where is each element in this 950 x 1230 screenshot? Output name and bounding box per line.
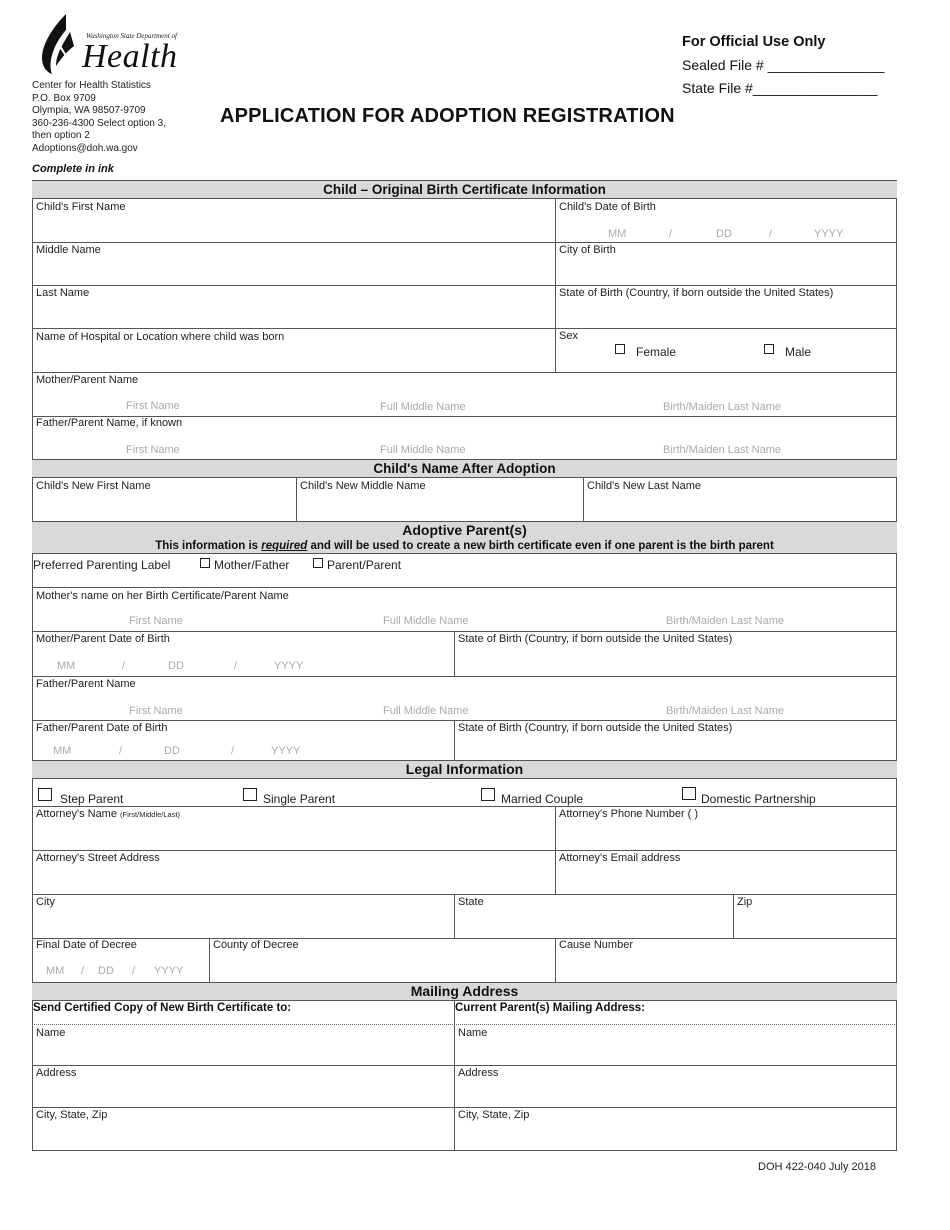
hint-middle-name: Full Middle Name [383,705,469,717]
checkbox-label: Step Parent [60,792,124,806]
field-label: Child's First Name [36,201,126,213]
address-line: then option 2 [32,130,90,141]
section-title: Mailing Address [410,983,519,999]
zip-field[interactable] [734,895,896,938]
hint-middle-name: Full Middle Name [380,401,466,413]
form-title: APPLICATION FOR ADOPTION REGISTRATION [220,105,675,127]
field-label: Final Date of Decree [36,939,137,951]
field-label: Child's New Middle Name [300,480,426,492]
state-of-birth-field[interactable] [556,286,896,328]
hint-slash: / [81,965,85,977]
attorney-email-field[interactable] [556,851,896,894]
married-couple-checkbox[interactable] [481,788,495,801]
section-title: Legal Information [405,761,524,777]
current-city-state-zip-field[interactable] [455,1108,896,1150]
section-adoptive-parents [32,521,897,554]
sex-field [556,329,896,372]
hint-slash: / [769,228,773,240]
section-title: Adoptive Parent(s) [402,522,527,538]
note-text: and will be used to create a new birth certificate even if one parent is the birth parent [307,540,774,552]
logo-tagline: Washington State Department of [86,32,177,40]
field-label: Zip [737,896,753,908]
field-label: Mother's name on her Birth Certificate/Parent Name [36,590,289,602]
parent-parent-checkbox[interactable] [313,558,323,568]
hint-first-name: First Name [129,615,183,627]
field-label: Attorney's Street Address [36,852,160,864]
field-label: Name [36,1027,66,1039]
field-label: Last Name [36,287,90,299]
address-line: 360-236-4300 Select option 3, [32,117,166,129]
field-label: Mother/Parent Name [36,374,139,386]
hint-slash: / [122,660,126,672]
hint-yyyy: YYYY [274,660,304,672]
hint-last-name: Birth/Maiden Last Name [666,705,784,717]
section-title: Child – Original Birth Certificate Information [323,182,606,197]
father-parent-name-field[interactable] [33,417,896,459]
new-last-name-field[interactable] [584,479,896,521]
address-line: Center for Health Statistics [32,80,151,91]
checkbox-label: Domestic Partnership [701,792,816,806]
child-middle-name-field[interactable] [33,243,555,285]
checkbox-label: Single Parent [263,792,336,806]
attorney-name-field[interactable] [33,807,555,850]
hint-yyyy: YYYY [814,228,844,240]
mother-father-checkbox[interactable] [200,558,210,568]
leaf-logo-icon [36,12,88,76]
state-field[interactable] [455,895,733,938]
send-address-field[interactable] [33,1066,454,1107]
send-city-state-zip-field[interactable] [33,1108,454,1150]
field-label: Name [458,1027,488,1039]
hint-yyyy: YYYY [154,965,184,977]
field-label: City of Birth [559,244,616,256]
hint-slash: / [119,745,123,757]
logo-word: Health [82,38,178,75]
hint-mm: MM [608,228,627,240]
hint-middle-name: Full Middle Name [380,444,466,456]
field-label [36,808,180,820]
adoptive-father-state-field[interactable] [455,721,896,760]
section-legal [32,760,897,779]
hint-last-name: Birth/Maiden Last Name [666,615,784,627]
doh-logo [36,12,186,78]
domestic-partnership-checkbox[interactable] [682,787,696,800]
field-label: Name of Hospital or Location where child was born [36,331,285,343]
preferred-parenting-label-row [33,555,896,587]
field-label: State of Birth (Country, if born outside the United States) [458,722,733,734]
field-label: Child's Date of Birth [559,201,656,213]
field-label: Cause Number [559,939,633,951]
official-use-box [682,30,884,100]
hint-slash: / [669,228,673,240]
field-label: Middle Name [36,244,101,256]
attorney-street-field[interactable] [33,851,555,894]
field-label: City, State, Zip [36,1109,108,1121]
hint-dd: DD [164,745,180,757]
note-text: This information is [155,540,262,552]
child-dob-field[interactable] [556,199,896,242]
field-label: Father/Parent Date of Birth [36,722,168,734]
field-label: City [36,896,55,908]
send-name-field[interactable] [33,1025,454,1065]
field-label: Child's New First Name [36,480,151,492]
hint-mm: MM [46,965,65,977]
field-label: Father/Parent Name, if known [36,417,183,429]
hint-slash: / [231,745,235,757]
child-first-name-field[interactable] [33,199,555,242]
field-label: Attorney's Email address [559,852,681,864]
field-label: Address [36,1067,77,1079]
child-last-name-field[interactable] [33,286,555,328]
hint-dd: DD [168,660,184,672]
adoption-type-row [33,780,896,807]
final-date-field[interactable] [33,939,209,982]
section-title: Child's Name After Adoption [373,461,556,476]
hint-last-name: Birth/Maiden Last Name [663,444,781,456]
hint-slash: / [132,965,136,977]
attorney-phone-field[interactable] [556,807,896,850]
hint-mm: MM [53,745,72,757]
hint-first-name: First Name [129,705,183,717]
current-address-heading: Current Parent(s) Mailing Address: [455,1002,645,1014]
current-address-field[interactable] [455,1066,896,1107]
male-checkbox[interactable] [764,344,774,354]
field-label: Preferred Parenting Label [33,558,171,572]
hint-first-name: First Name [126,444,180,456]
adoptive-father-dob-field[interactable] [33,721,454,760]
checkbox-label: Male [785,345,812,359]
field-label: Address [458,1067,499,1079]
city-of-birth-field[interactable] [556,243,896,285]
hint-last-name: Birth/Maiden Last Name [663,401,781,413]
hint-middle-name: Full Middle Name [383,615,469,627]
current-name-field[interactable] [455,1025,896,1065]
checkbox-label: Parent/Parent [327,558,402,572]
cause-number-field[interactable] [556,939,896,982]
adoptive-mother-state-field[interactable] [455,632,896,676]
hint-mm: MM [57,660,76,672]
address-email: Adoptions@doh.wa.gov [32,142,138,154]
hint-dd: DD [98,965,114,977]
hint-yyyy: YYYY [271,745,301,757]
hint-first-name: First Name [126,400,180,412]
field-label: Child's New Last Name [587,480,701,492]
female-checkbox[interactable] [615,344,625,354]
required-note [32,539,897,553]
hospital-field[interactable] [33,329,555,372]
agency-address [32,80,166,155]
adoptive-father-name-field[interactable] [33,677,896,720]
checkbox-label: Mother/Father [214,558,290,572]
hint-dd: DD [716,228,732,240]
official-use-title: For Official Use Only [682,34,826,50]
state-file-field: State File #________________ [682,80,878,96]
field-label: Sex [559,330,578,342]
note-required: required [261,540,308,552]
new-first-name-field[interactable] [33,479,296,521]
new-middle-name-field[interactable] [297,479,583,521]
checkbox-label: Female [636,345,677,359]
single-parent-checkbox[interactable] [243,788,257,801]
field-label: Father/Parent Name [36,678,136,690]
sealed-file-field: Sealed File # _______________ [682,57,885,73]
city-field[interactable] [33,895,454,938]
field-label: Mother/Parent Date of Birth [36,633,170,645]
adoptive-mother-name-field[interactable] [33,588,896,631]
send-to-heading: Send Certified Copy of New Birth Certificate to: [33,1002,292,1014]
step-parent-checkbox[interactable] [38,788,52,801]
field-label: State of Birth (Country, if born outside the United States) [458,633,733,645]
checkbox-label: Married Couple [501,792,584,806]
label-subtext: (First/Middle/Last) [120,810,181,819]
label-text: Attorney's Name [36,808,117,820]
section-new-name [32,459,897,478]
adoptive-mother-dob-field[interactable] [33,632,454,676]
address-line: Olympia, WA 98507-9709 [32,105,146,116]
field-label: State [458,896,484,908]
hint-slash: / [234,660,238,672]
field-label: City, State, Zip [458,1109,530,1121]
mother-parent-name-field[interactable] [33,373,896,416]
field-label: State of Birth (Country, if born outside the United States) [559,287,834,299]
field-label: Attorney's Phone Number ( ) [559,808,699,820]
address-line: P.O. Box 9709 [32,92,96,104]
section-child-birth [32,180,897,199]
complete-in-ink-note: Complete in ink [32,163,114,175]
form-number: DOH 422-040 July 2018 [758,1161,877,1173]
section-mailing [32,982,897,1001]
county-field[interactable] [210,939,555,982]
field-label: County of Decree [213,939,299,951]
